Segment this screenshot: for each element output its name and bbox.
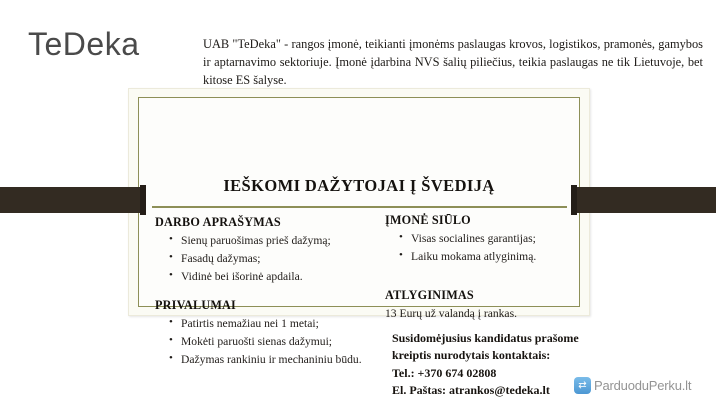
contact-email: El. Paštas: atrankos@tedeka.lt	[392, 383, 550, 398]
list-item: • Dažymas rankiniu ir mechaniniu būdu.	[171, 351, 415, 369]
parduoduperku-watermark	[574, 377, 691, 394]
title-divider-rule	[152, 206, 567, 208]
advantages-heading: PRIVALUMAI	[155, 298, 236, 312]
advantages-list	[155, 315, 415, 369]
ribbon-band-right	[571, 187, 716, 213]
list-item: • Vidinė bei išorinė apdaila.	[171, 268, 377, 286]
ribbon-band-left	[0, 187, 146, 213]
company-intro-paragraph: UAB "TeDeka" - rangos įmonė, teikianti įmonėms paslaugas krovos, logistikos, pramonės, gamybos ir aptarnavimo sektoriuje. Įmonė įdarbina NVS šalių piliečius, teikia paslaugas ne tik Lietuvoje, bet kitose ES šalyse.	[203, 37, 703, 87]
poster-title: IEŠKOMI DAŽYTOJAI Į ŠVEDIJĄ	[223, 176, 495, 195]
salary-heading: ATLYGINIMAS	[385, 287, 474, 302]
refresh-arrows-icon	[574, 377, 591, 394]
contact-phone: Tel.: +370 674 02808	[392, 365, 497, 380]
list-item: • Sienų paruošimas prieš dažymą;	[171, 232, 377, 250]
list-item: • Fasadų dažymas;	[171, 250, 377, 268]
poster-left-column	[155, 215, 377, 286]
salary-value: 13 Eurų už valandą į rankas.	[385, 306, 517, 320]
refresh-arrows-glyph: ⇄	[578, 379, 587, 391]
list-item: • Visas socialines garantijas;	[401, 230, 581, 248]
list-item: • Mokėti paruošti sienas dažymui;	[171, 333, 415, 351]
contact-line-1: Susidomėjusius kandidatus prašome	[392, 331, 579, 345]
contact-line-2: kreiptis nurodytais kontaktais:	[392, 348, 551, 363]
tedeka-logo: TeDeka	[28, 26, 140, 62]
company-offers-list	[385, 230, 581, 266]
watermark-label: ParduoduPerku.lt	[594, 378, 692, 393]
job-description-list	[155, 232, 377, 286]
company-offers-heading: ĮMONĖ SIŪLO	[385, 213, 471, 227]
poster-advantages-block	[155, 298, 415, 369]
list-item: • Laiku mokama atlyginimą.	[401, 248, 581, 266]
list-item: • Patirtis nemažiau nei 1 metai;	[171, 315, 415, 333]
job-description-heading: DARBO APRAŠYMAS	[155, 215, 281, 229]
